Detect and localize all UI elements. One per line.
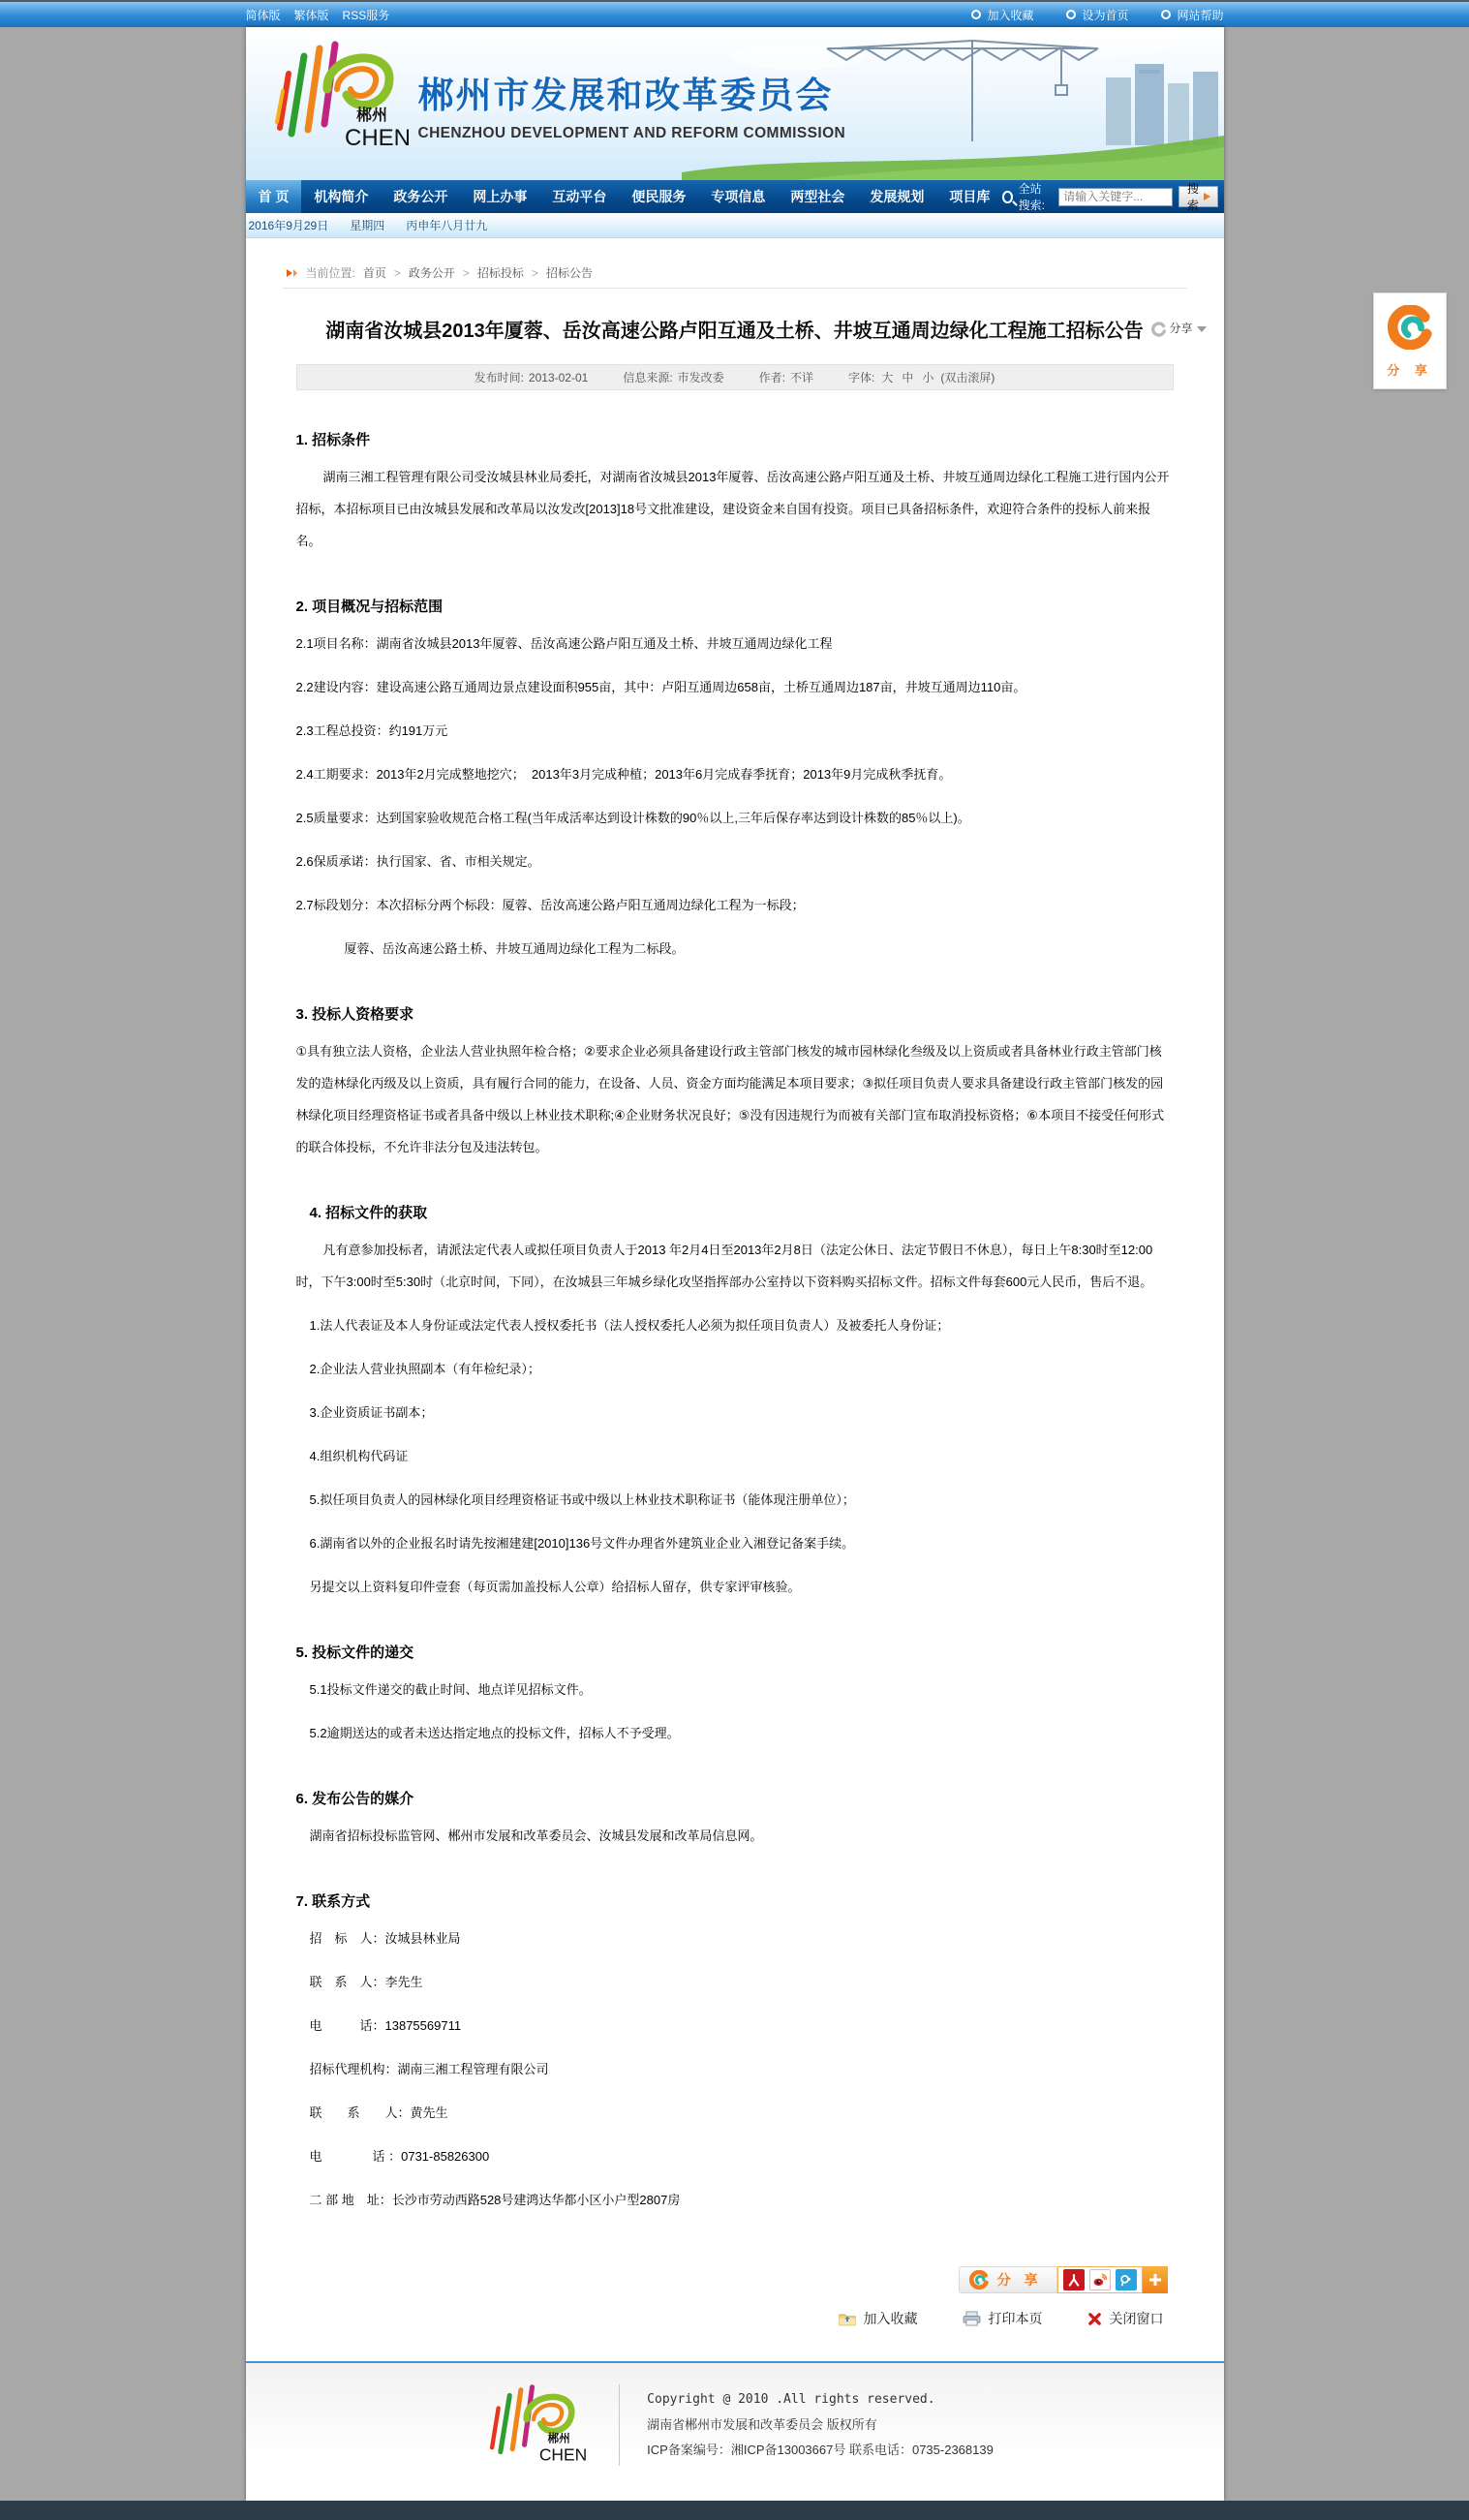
org-name-chinese: 郴州市发展和改革委员会	[417, 76, 834, 115]
link-add-favorite[interactable]	[971, 7, 1033, 23]
nav-item-about[interactable]: 机构简介	[314, 189, 369, 204]
link-traditional[interactable]: 繁体版	[293, 8, 329, 22]
paragraph: 湖南省招标投标监管网、郴州市发展和改革委员会、汝城县发展和改革局信息网。	[309, 1829, 763, 1843]
paragraph: 2.7标段划分：本次招标分两个标段：厦蓉、岳汝高速公路卢阳互通周边绿化工程为一标段；	[295, 898, 805, 912]
breadcrumb-separator: >	[462, 265, 470, 280]
section-2-heading: 2. 项目概况与招标范围	[295, 599, 444, 615]
bullet-icon	[971, 10, 981, 19]
section-3-heading: 3. 投标人资格要求	[295, 1006, 414, 1023]
nav-item-special-info[interactable]: 专项信息	[711, 189, 766, 204]
bottom-bar	[0, 2501, 1469, 2520]
font-size-small-button[interactable]: 小	[922, 371, 934, 384]
paragraph: 另提交以上资料复印件壹套（每页需加盖投标人公章）给招标人留存，供专家评审核验。	[309, 1580, 801, 1594]
logo-en-text: CHEN	[344, 125, 411, 151]
org-name-english: CHENZHOU DEVELOPMENT AND REFORM COMMISSION	[417, 125, 846, 141]
search-button-label: 搜索	[1186, 182, 1199, 212]
paragraph: 凡有意参加投标者，请派法定代表人或拟任项目负责人于2013 年2月4日至2013年2月8日（法定公休日、法定节假日不休息），每日上午8:30时至12:00 时，下午3:00时至5:30时（北京时间，下同），在汝城县三年城乡绿化攻坚指挥部办公室持以下资料购买招标文件。招标文件每套600元人民币，售后不退。	[295, 1243, 1156, 1289]
svg-text:郴州: 郴州	[547, 2432, 570, 2445]
floating-share-widget[interactable]	[1373, 292, 1447, 389]
nav-item-project-library[interactable]: 项目库	[949, 189, 991, 204]
article-title	[296, 316, 1193, 347]
plus-icon	[1148, 2273, 1162, 2287]
font-size-label: 字体:	[848, 371, 875, 384]
close-window-button[interactable]	[1087, 2309, 1164, 2328]
bshare-logo-icon	[969, 2270, 989, 2290]
contact-line: 电 话：13875569711	[309, 2018, 462, 2033]
paragraph: 2.1项目名称：湖南省汝城县2013年厦蓉、岳汝高速公路卢阳互通及土桥、井坡互通周边绿化工程	[295, 636, 833, 651]
paragraph: 5.拟任项目负责人的园林绿化项目经理资格证书或中级以上林业技术职称证书（能体现注册单位）；	[309, 1492, 855, 1507]
paragraph: 6.湖南省以外的企业报名时请先按湘建建[2010]136号文件办理省外建筑业企业入湘登记备案手续。	[309, 1536, 855, 1551]
site-footer	[246, 2363, 1224, 2501]
link-set-homepage-label: 设为首页	[1082, 8, 1129, 22]
link-set-homepage[interactable]	[1066, 7, 1128, 23]
link-simplified[interactable]: 简体版	[245, 8, 281, 22]
breadcrumb	[283, 258, 1187, 289]
top-left-links	[246, 7, 390, 23]
scroll-hint: (双击滚屏)	[940, 371, 995, 384]
breadcrumb-separator: >	[393, 265, 401, 280]
top-utility-bar-inner	[246, 2, 1224, 27]
site-header	[246, 27, 1224, 180]
contact-line: 联 系 人：黄先生	[309, 2105, 448, 2120]
folder-icon	[839, 2312, 856, 2326]
article-meta-bar	[296, 364, 1174, 390]
nav-item-development-planning[interactable]: 发展规划	[870, 189, 925, 204]
search-icon	[1002, 191, 1012, 203]
main-nav	[246, 180, 1224, 213]
link-add-favorite-label: 加入收藏	[987, 8, 1034, 22]
printer-icon	[963, 2311, 981, 2326]
meta-author: 作者: 不详	[758, 371, 814, 384]
nav-item-two-type-society[interactable]: 两型社会	[790, 189, 845, 204]
sina-weibo-icon[interactable]	[1089, 2269, 1111, 2290]
paragraph: 2.4工期要求：2013年2月完成整地挖穴； 2013年3月完成种植；2013年6月完成春季抚育；2013年9月完成秋季抚育。	[295, 767, 952, 782]
source-value: 市发改委	[677, 371, 724, 384]
social-icons	[1057, 2266, 1143, 2293]
logo-cn-text: 郴州	[355, 108, 387, 124]
contact-line: 联 系 人：李先生	[309, 1975, 423, 1989]
breadcrumb-item-bidding[interactable]: 招标投标	[476, 266, 524, 280]
contact-line: 招标代理机构：湖南三湘工程管理有限公司	[309, 2062, 549, 2076]
paragraph: ①具有独立法人资格，企业法人营业执照年检合格；②要求企业必须具备建设行政主管部门核发的城市园林绿化叁级及以上资质或者具备林业行政主管部门核发的造林绿化丙级及以上资质，具有履行合同的能力，在设备、人员、资金方面均能满足本项目要求；③拟任项目负责人要求具备建设行政主管部门核发的园林绿化项目经理资格证书或者具备中级以上林业技术职称;④企业财务状况良好；⑤没有因违规行为而被有关部门宣布取消投标资格；⑥本项目不接受任何形式的联合体投标，不允许非法分包及违法转包。	[295, 1044, 1165, 1154]
paragraph: 2.3工程总投资：约191万元	[295, 723, 448, 738]
main-content	[246, 258, 1224, 2501]
paragraph: 5.1投标文件递交的截止时间、地点详见招标文件。	[309, 1682, 592, 1697]
meta-publish: 发布时间: 2013-02-01	[474, 370, 589, 384]
article	[246, 316, 1224, 2216]
paragraph: 2.企业法人营业执照副本（有年检纪录）；	[309, 1362, 540, 1376]
article-title-text: 湖南省汝城县2013年厦蓉、岳汝高速公路卢阳互通及土桥、井坡互通周边绿化工程施工招标公告	[325, 321, 1144, 342]
bullet-icon	[1066, 10, 1076, 19]
org-title-block	[418, 66, 846, 142]
search-input[interactable]	[1058, 188, 1173, 206]
author-value: 不详	[790, 371, 814, 384]
breadcrumb-separator: >	[531, 265, 538, 280]
date-text: 2016年9月29日	[248, 219, 329, 232]
nav-item-home[interactable]: 首 页	[246, 180, 302, 213]
nav-item-online-services[interactable]: 网上办事	[473, 189, 528, 204]
bshare-button[interactable]	[959, 2266, 1057, 2293]
print-page-label: 打印本页	[988, 2311, 1043, 2326]
page-action-links	[839, 2309, 1168, 2328]
meta-font-size	[848, 369, 995, 385]
meta-source: 信息来源: 市发改委	[623, 371, 724, 384]
contact-line: 招 标 人：汝城县林业局	[309, 1931, 461, 1946]
share-area	[246, 2228, 1224, 2328]
paragraph: 2.6保质承诺：执行国家、省、市相关规定。	[295, 854, 540, 869]
search-button[interactable]	[1178, 182, 1217, 212]
site-search	[1002, 180, 1223, 213]
paragraph: 4.组织机构代码证	[309, 1449, 409, 1463]
top-right-links	[971, 7, 1223, 23]
paragraph: 2.2建设内容：建设高速公路互通周边景点建设面积955亩，其中：卢阳互通周边658亩，土桥互通周边187亩，井坡互通周边110亩。	[295, 680, 1026, 694]
title-share-label: 分享	[1169, 322, 1193, 335]
title-share-widget[interactable]	[1151, 320, 1206, 338]
add-favorite-button[interactable]	[839, 2309, 918, 2328]
tencent-weibo-icon[interactable]	[1116, 2269, 1137, 2290]
bshare-g-icon	[1151, 322, 1167, 337]
weekday-text: 星期四	[350, 219, 385, 232]
date-bar	[246, 213, 1224, 238]
renmin-weibo-icon[interactable]	[1063, 2269, 1085, 2290]
bshare-logo-icon	[1388, 305, 1432, 350]
footer-copyright-cn: 湖南省郴州市发展和改革委员会 版权所有	[647, 2417, 877, 2432]
top-utility-bar	[0, 2, 1469, 27]
article-body	[296, 429, 1174, 2216]
close-window-label: 关闭窗口	[1109, 2311, 1164, 2326]
breadcrumb-item-bid-announcement[interactable]: 招标公告	[545, 266, 593, 280]
nav-item-gov-affairs[interactable]: 政务公开	[393, 189, 448, 204]
nav-item-public-services[interactable]: 便民服务	[631, 189, 687, 204]
paragraph: 5.2逾期送达的或者未送达指定地点的投标文件，招标人不予受理。	[309, 1726, 680, 1740]
page-shell	[246, 27, 1224, 2501]
paragraph: 1.法人代表证及本人身份证或法定代表人授权委托书（法人授权委托人必须为拟任项目负责人）及被委托人身份证；	[309, 1318, 950, 1333]
paragraph: 2.5质量要求：达到国家验收规范合格工程(当年成活率达到设计株数的90％以上,三年后保存率达到设计株数的85％以上)。	[295, 811, 970, 825]
close-icon	[1087, 2312, 1102, 2326]
section-1-heading: 1. 招标条件	[295, 432, 371, 448]
paragraph: 湖南三湘工程管理有限公司受汝城县林业局委托，对湖南省汝城县2013年厦蓉、岳汝高速公路卢阳互通及土桥、井坡互通周边绿化工程施工进行国内公开招标，本招标项目已由汝城县发展和改革局以汝发改[2013]18号文批准建设，建设资金来自国有投资。项目已具备招标条件，欢迎符合条件的投标人前来报名。	[295, 470, 1170, 548]
breadcrumb-arrow-icon	[287, 269, 298, 277]
footer-copyright-en: Copyright @ 2010 .All rights reserved.	[647, 2392, 935, 2407]
contact-line: 电 话 ：0731-85826300	[309, 2149, 490, 2164]
font-size-medium-button[interactable]: 中	[902, 371, 914, 384]
section-4-heading: 4. 招标文件的获取	[309, 1205, 428, 1221]
floating-share-label: 分 享	[1387, 363, 1433, 378]
link-site-help[interactable]	[1161, 7, 1223, 23]
svg-text:CHEN: CHEN	[538, 2444, 588, 2465]
footer-text-block	[647, 2387, 994, 2463]
link-rss[interactable]: RSS服务	[342, 8, 390, 22]
search-label: 全站搜索:	[1018, 182, 1045, 212]
bshare-label: 分 享	[996, 2272, 1043, 2288]
publish-date: 2013-02-01	[528, 370, 589, 384]
lunar-date-text: 丙申年八月廿九	[406, 219, 488, 232]
arrow-right-icon	[1204, 193, 1210, 200]
print-page-button[interactable]	[963, 2309, 1043, 2328]
paragraph: 3.企业资质证书副本；	[309, 1405, 434, 1420]
bshare-bar	[959, 2266, 1168, 2293]
more-share-button[interactable]	[1143, 2266, 1168, 2293]
footer-logo	[475, 2379, 592, 2472]
section-6-heading: 6. 发布公告的媒介	[295, 1791, 414, 1807]
chevron-down-icon	[1197, 326, 1207, 332]
add-favorite-label: 加入收藏	[863, 2311, 918, 2326]
footer-vertical-divider	[619, 2384, 620, 2466]
nav-item-interactive-platform[interactable]: 互动平台	[552, 189, 607, 204]
link-site-help-label: 网站帮助	[1177, 8, 1224, 22]
section-7-heading: 7. 联系方式	[295, 1893, 371, 1910]
breadcrumb-item-home[interactable]: 首页	[362, 266, 386, 280]
breadcrumb-item-gov-affairs[interactable]: 政务公开	[408, 266, 455, 280]
section-5-heading: 5. 投标文件的递交	[295, 1644, 414, 1661]
font-size-large-button[interactable]: 大	[881, 371, 894, 384]
footer-icp-line: ICP备案编号：湘ICP备13003667号 联系电话：0735-2368139	[647, 2443, 994, 2457]
contact-line: 二 部 地 址：长沙市劳动西路528号建鸿达华都小区小户型2807房	[309, 2193, 681, 2207]
site-logo[interactable]	[260, 33, 414, 161]
breadcrumb-label: 当前位置:	[305, 266, 355, 280]
bullet-icon	[1161, 10, 1171, 19]
paragraph: 厦蓉、岳汝高速公路土桥、井坡互通周边绿化工程为二标段。	[344, 941, 685, 956]
